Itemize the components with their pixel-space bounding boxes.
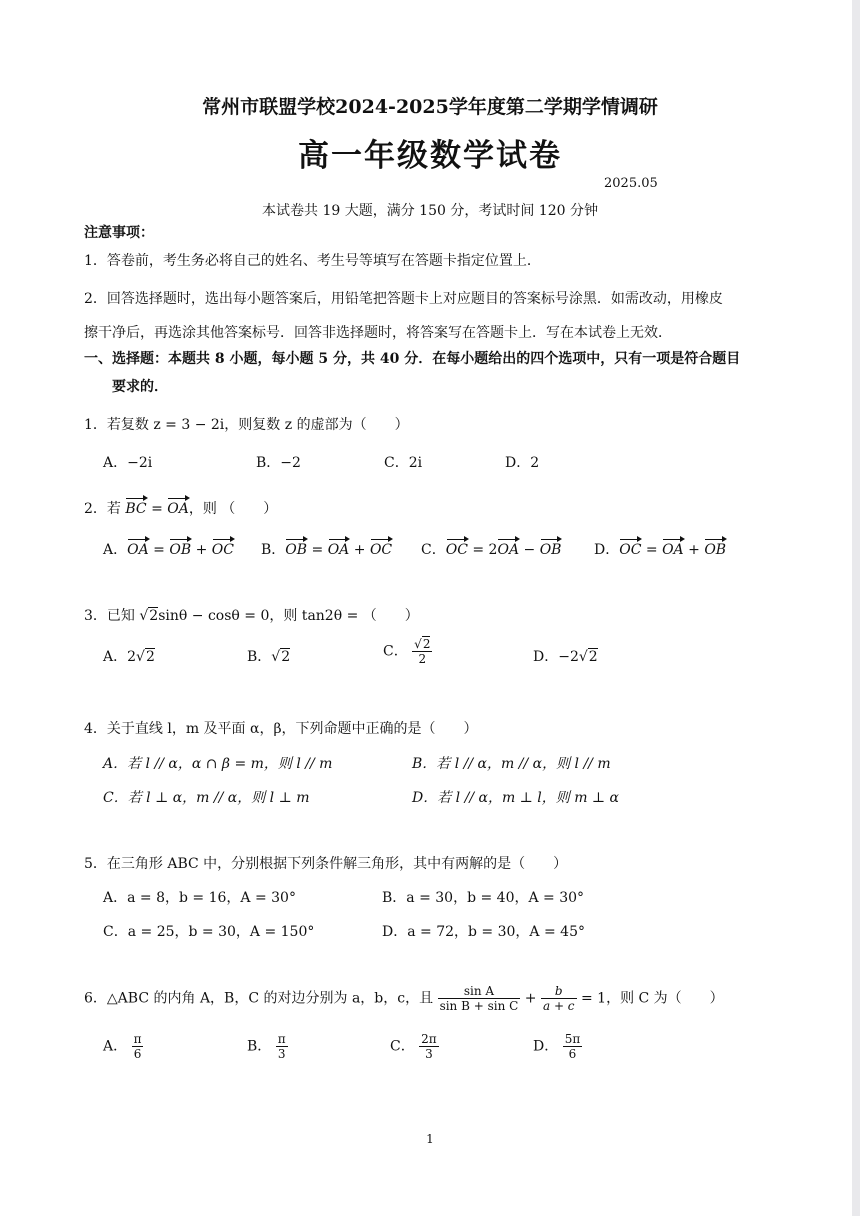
q6-option-b (247, 1032, 288, 1061)
q4-option-a: A．若 l // α，α ∩ β = m，则 l // m (103, 756, 333, 772)
option-label: B． (247, 1038, 272, 1055)
sqrt-sign: √ (271, 649, 281, 665)
operator: + (191, 542, 212, 558)
q4-option-b: B．若 l // α，m // α，则 l // m (412, 756, 611, 772)
q2-option-a (103, 539, 234, 559)
operator: = (641, 542, 663, 558)
vector: OB (285, 542, 308, 558)
q5-option-c: C．a = 25，b = 30，A = 150° (103, 924, 315, 940)
operator: = 2 (467, 542, 498, 558)
fraction-sin (438, 984, 521, 1013)
section-1-heading: 一、选择题：本题共 8 小题，每小题 5 分，共 40 分．在每小题给出的四个选项中，只有一项是符合题目 (84, 351, 741, 367)
fraction (412, 637, 432, 666)
q2-suffix: ，则 （ ） (188, 501, 278, 517)
vector: OC (619, 542, 642, 558)
vector: OB (169, 542, 192, 558)
numerator: π (277, 1032, 286, 1046)
coefficient: 2 (127, 649, 137, 665)
operator: + (349, 542, 370, 558)
q1-option-d: D．2 (505, 455, 540, 471)
q3-option-b (247, 646, 290, 666)
question-3-stem (84, 605, 419, 625)
option-label: C． (390, 1038, 415, 1055)
vector: OC (211, 542, 234, 558)
denominator: 6 (568, 1047, 577, 1061)
vector: OB (704, 542, 727, 558)
q5-option-b: B．a = 30，b = 40，A = 30° (382, 890, 585, 906)
q6-option-d (533, 1032, 582, 1061)
question-4-stem: 4．关于直线 l，m 及平面 α，β，下列命题中正确的是（ ） (84, 721, 478, 737)
operator: = (148, 542, 170, 558)
question-1-stem: 1．若复数 z = 3 − 2i，则复数 z 的虚部为（ ） (84, 417, 409, 433)
q3-prefix: 3．已知 (84, 608, 140, 624)
q3-option-a (103, 646, 155, 666)
page-number: 1 (426, 1132, 434, 1146)
q2-option-c (421, 539, 561, 559)
q6-prefix: 6．△ABC 的内角 A，B，C 的对边分别为 a，b，c，且 (84, 990, 434, 1007)
q2-eq: = (146, 501, 168, 517)
denominator: 2 (418, 652, 427, 666)
numerator: 5π (564, 1032, 581, 1046)
q2-option-d (594, 539, 726, 559)
q6-option-c (390, 1032, 439, 1061)
q2-option-b (261, 539, 392, 559)
vector-bc: BC (125, 501, 147, 517)
vector: OB (539, 542, 562, 558)
denominator: 6 (133, 1047, 142, 1061)
option-label: D． (594, 542, 620, 558)
vector-oa: OA (167, 501, 189, 517)
denominator: a + c (542, 999, 575, 1013)
option-label: B． (247, 649, 272, 665)
q6-suffix: = 1，则 C 为（ ） (576, 990, 724, 1007)
q1-option-c: C．2i (384, 455, 423, 471)
vector: OA (662, 542, 684, 558)
option-label: C． (421, 542, 446, 558)
fraction (419, 1032, 439, 1061)
option-label: C． (383, 643, 408, 660)
note-item-2-line-2: 擦干净后，再选涂其他答案标号．回答非选择题时，将答案写在答题卡上．写在本试卷上无效． (84, 325, 672, 341)
q3-option-d (533, 646, 598, 666)
numerator: b (541, 984, 577, 999)
numerator: 2π (421, 1032, 437, 1046)
vector: OC (445, 542, 468, 558)
radicand: 2 (422, 637, 431, 651)
fraction (276, 1032, 288, 1061)
q5-option-d: D．a = 72，b = 30，A = 45° (382, 924, 585, 940)
coefficient: −2 (558, 649, 579, 665)
sqrt-sign: √ (136, 649, 145, 665)
note-item-2-line-1: 2．回答选择题时，选出每小题答案后，用铅笔把答题卡上对应题目的答案标号涂黑．如需改动，用橡皮 (84, 291, 723, 307)
option-label: A． (103, 649, 128, 665)
vector: OA (127, 542, 149, 558)
q5-option-a: A．a = 8，b = 16，A = 30° (103, 890, 296, 906)
radicand: 2 (145, 649, 155, 665)
exam-title: 常州市联盟学校2024-2025学年度第二学期学情调研 (202, 96, 658, 118)
sqrt-sign: √ (139, 608, 149, 624)
radicand: 2 (149, 608, 159, 624)
option-label: A． (103, 1038, 128, 1055)
fraction-b (541, 984, 577, 1013)
fraction (563, 1032, 583, 1061)
numerator: √2 (414, 637, 431, 651)
operator: + (520, 990, 541, 1007)
page-edge-strip (852, 0, 860, 1216)
option-label: B． (261, 542, 286, 558)
exam-date: 2025.05 (604, 176, 658, 191)
numerator: π (133, 1032, 142, 1046)
q3-stem-text: sinθ − cosθ = 0，则 tan2θ = （ ） (158, 608, 419, 624)
operator: + (683, 542, 705, 558)
q2-prefix: 2．若 (84, 501, 126, 517)
option-label: A． (103, 542, 128, 558)
option-label: D． (533, 649, 559, 665)
note-item-1: 1．答卷前，考生务必将自己的姓名、考生号等填写在答题卡指定位置上． (84, 253, 541, 269)
operator: − (519, 542, 540, 558)
option-label: D． (533, 1038, 559, 1055)
exam-subtitle: 高一年级数学试卷 (298, 138, 562, 174)
radicand: 2 (281, 649, 291, 665)
question-5-stem: 5．在三角形 ABC 中，分别根据下列条件解三角形，其中有两解的是（ ） (84, 856, 568, 872)
fraction (132, 1032, 144, 1061)
notes-heading: 注意事项： (84, 225, 154, 241)
vector: OC (369, 542, 393, 558)
q4-option-c: C．若 l ⊥ α，m // α，则 l ⊥ m (103, 790, 310, 806)
denominator: 3 (277, 1047, 286, 1061)
q3-option-c (383, 637, 432, 666)
question-2-stem (84, 498, 277, 518)
question-6-stem (84, 984, 724, 1013)
q1-option-a: A．−2i (103, 455, 153, 471)
section-1-heading-cont: 要求的． (112, 379, 168, 395)
radicand: 2 (588, 649, 598, 665)
vector: OA (327, 542, 350, 558)
operator: = (307, 542, 328, 558)
numerator: sin A (438, 984, 521, 999)
sqrt-sign: √ (578, 649, 588, 665)
vector: OA (497, 542, 520, 558)
denominator: 3 (425, 1047, 433, 1061)
denominator: sin B + sin C (439, 999, 519, 1013)
q4-option-d: D．若 l // α，m ⊥ l，则 m ⊥ α (412, 790, 620, 806)
q6-option-a (103, 1032, 143, 1061)
q1-option-b: B．−2 (256, 455, 301, 471)
exam-info: 本试卷共 19 大题，满分 150 分，考试时间 120 分钟 (262, 203, 598, 219)
